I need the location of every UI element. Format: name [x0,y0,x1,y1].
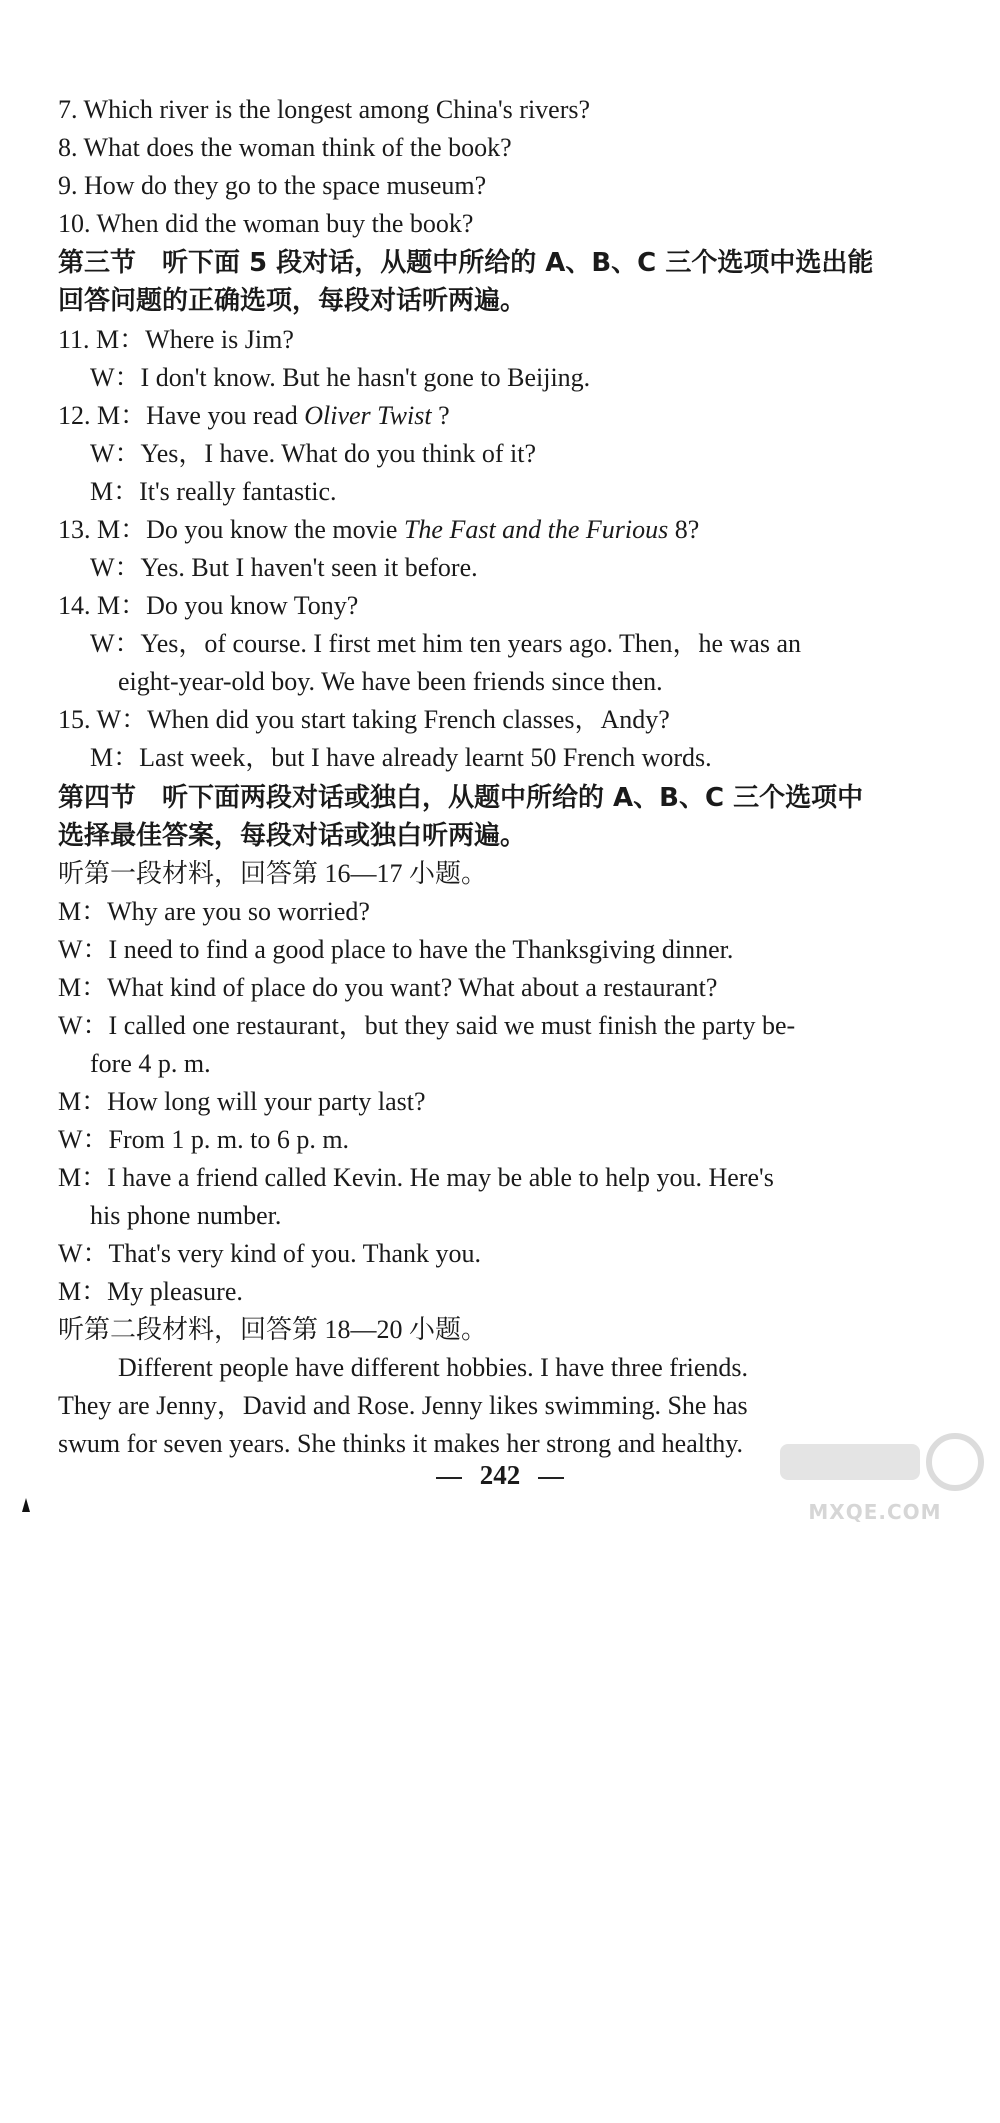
dialogue-14-w-cont: eight-year-old boy. We have been friends since then. [118,667,663,696]
dialogue-14-w: W：Yes，of course. I first met him ten years ago. Then，he was an [90,629,801,658]
monologue-line: They are Jenny，David and Rose. Jenny likes swimming. She has [58,1391,748,1420]
material-1-line: his phone number. [90,1201,282,1230]
dialogue-15-w: 15. W：When did you start taking French classes，Andy? [58,705,670,734]
dialogue-12-w: W：Yes，I have. What do you think of it? [90,439,537,468]
monologue-line: Different people have different hobbies. I have three friends. [118,1353,749,1382]
page-number: 242 [0,1460,1000,1491]
dialogue-11-m: 11. M：Where is Jim? [58,325,294,354]
question-9: 9. How do they go to the space museum? [58,171,487,200]
section-4-heading: 第四节 听下面两段对话或独白，从题中所给的 A、B、C 三个选项中 [58,783,864,813]
material-2-label: 听第二段材料，回答第 18—20 小题。 [58,1315,488,1344]
watermark-text: MXQE.COM [808,1500,942,1524]
material-1-line: M：My pleasure. [58,1277,243,1306]
dialogue-12-m: 12. M：Have you read Oliver Twist ? [58,401,450,430]
dialogue-13-m: 13. M：Do you know the movie The Fast and the Furious 8? [58,515,700,544]
material-1-line: fore 4 p. m. [90,1049,211,1078]
material-1-label: 听第一段材料，回答第 16—17 小题。 [58,859,488,888]
section-4-heading-cont: 选择最佳答案，每段对话或独白听两遍。 [58,821,527,851]
material-1-line: W：I need to find a good place to have the Thanksgiving dinner. [58,935,734,964]
section-3-heading: 第三节 听下面 5 段对话，从题中所给的 A、B、C 三个选项中选出能 [58,248,874,278]
material-1-line: W：I called one restaurant，but they said we must finish the party be- [58,1011,796,1040]
corner-mark-icon [22,1498,30,1512]
dialogue-15-m: M：Last week，but I have already learnt 50 French words. [90,743,712,772]
dialogue-12-m2: M：It's really fantastic. [90,477,337,506]
monologue-line: swum for seven years. She thinks it makes her strong and healthy. [58,1429,744,1458]
section-3-heading-cont: 回答问题的正确选项，每段对话听两遍。 [58,286,527,316]
material-1-line: M：What kind of place do you want? What about a restaurant? [58,973,718,1002]
material-1-line: M：Why are you so worried? [58,897,370,926]
material-1-line: M：How long will your party last? [58,1087,426,1116]
question-8: 8. What does the woman think of the book? [58,133,512,162]
material-1-line: W：From 1 p. m. to 6 p. m. [58,1125,350,1154]
question-10: 10. When did the woman buy the book? [58,209,474,238]
movie-title: The Fast and the Furious [403,515,669,544]
question-7: 7. Which river is the longest among China's rivers? [58,95,591,124]
dialogue-14-m: 14. M：Do you know Tony? [58,591,359,620]
watermark-logo-icon [760,1430,990,1494]
watermark [760,1430,990,1530]
book-title: Oliver Twist [304,401,432,430]
dialogue-11-w: W：I don't know. But he hasn't gone to Beijing. [90,363,591,392]
dialogue-13-w: W：Yes. But I haven't seen it before. [90,553,478,582]
material-1-line: M：I have a friend called Kevin. He may be able to help you. Here's [58,1163,774,1192]
material-1-line: W：That's very kind of you. Thank you. [58,1239,482,1268]
